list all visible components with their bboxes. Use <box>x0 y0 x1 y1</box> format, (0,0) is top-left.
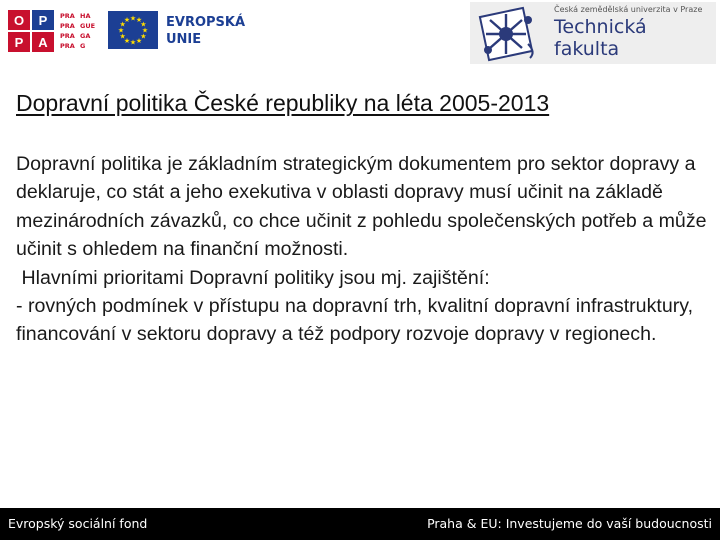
footer-bar <box>0 508 720 540</box>
faculty-emblem-icon <box>476 6 544 62</box>
university-name: Česká zemědělská univerzita v Praze <box>554 5 703 14</box>
footer-left-text: Evropský sociální fond <box>8 516 148 531</box>
slide-body <box>16 150 708 349</box>
eu-line2: UNIE <box>166 32 202 47</box>
praha-text: PRA <box>60 32 75 40</box>
opp-praha-logo <box>8 10 100 52</box>
body-paragraph: Dopravní politika je základním strategickým dokumentem pro sektor dopravy a deklaruje, co stát a jeho exekutiva v oblasti dopravy musí učinit na základě mezinárodních závazků, co chce učinit z pohledu společenských potřeb a může učinit s ohledem na finanční možnosti. <box>16 153 707 261</box>
praha-text: PRA <box>60 42 75 50</box>
eu-star-icon: ★ <box>123 37 131 45</box>
body-paragraph: Hlavními prioritami Dopravní politiky jsou mj. zajištění: <box>16 266 490 289</box>
opp-letter: P <box>32 10 54 30</box>
eu-star-icon: ★ <box>141 27 149 35</box>
praha-text: HA <box>80 12 91 20</box>
eu-star-icon: ★ <box>123 17 131 25</box>
opp-letter: O <box>8 10 30 30</box>
body-paragraph: - rovných podmínek v přístupu na dopravní trh, kvalitní dopravní infrastruktury, financování v sektoru dopravy a též podpory rozvoje dopravy v regionech. <box>16 295 694 346</box>
eu-wordmark <box>166 14 245 48</box>
praha-text: GUE <box>80 22 96 30</box>
footer-right-text: Praha & EU: Investujeme do vaší budoucnosti <box>427 516 712 531</box>
eu-star-icon: ★ <box>129 15 137 23</box>
eu-star-icon: ★ <box>119 21 126 29</box>
eu-line1: EVROPSKÁ <box>166 15 246 30</box>
slide-title: Dopravní politika České republiky na léta 2005-2013 <box>16 90 550 116</box>
praha-text: PRA <box>60 12 75 20</box>
praha-text: GA <box>80 32 91 40</box>
opp-letter: A <box>32 32 54 52</box>
eu-star-icon: ★ <box>140 21 147 29</box>
eu-star-icon: ★ <box>117 27 125 35</box>
praha-text: G <box>80 42 86 50</box>
eu-star-icon: ★ <box>135 17 143 25</box>
eu-logo <box>108 8 246 54</box>
opp-letter: P <box>8 32 30 52</box>
eu-star-icon: ★ <box>140 33 147 41</box>
eu-flag-icon <box>108 11 158 49</box>
technicka-fakulta-logo <box>470 2 716 64</box>
praha-text: PRA <box>60 22 75 30</box>
praha-wordmark <box>60 11 100 51</box>
faculty-name-line1: Technická <box>554 16 647 38</box>
faculty-name <box>554 16 647 60</box>
eu-star-icon: ★ <box>135 37 143 45</box>
eu-star-icon: ★ <box>119 33 126 41</box>
header-logos <box>0 0 720 66</box>
faculty-name-line2: fakulta <box>554 38 620 60</box>
opp-letter-grid <box>8 10 56 52</box>
eu-star-icon: ★ <box>129 39 137 47</box>
